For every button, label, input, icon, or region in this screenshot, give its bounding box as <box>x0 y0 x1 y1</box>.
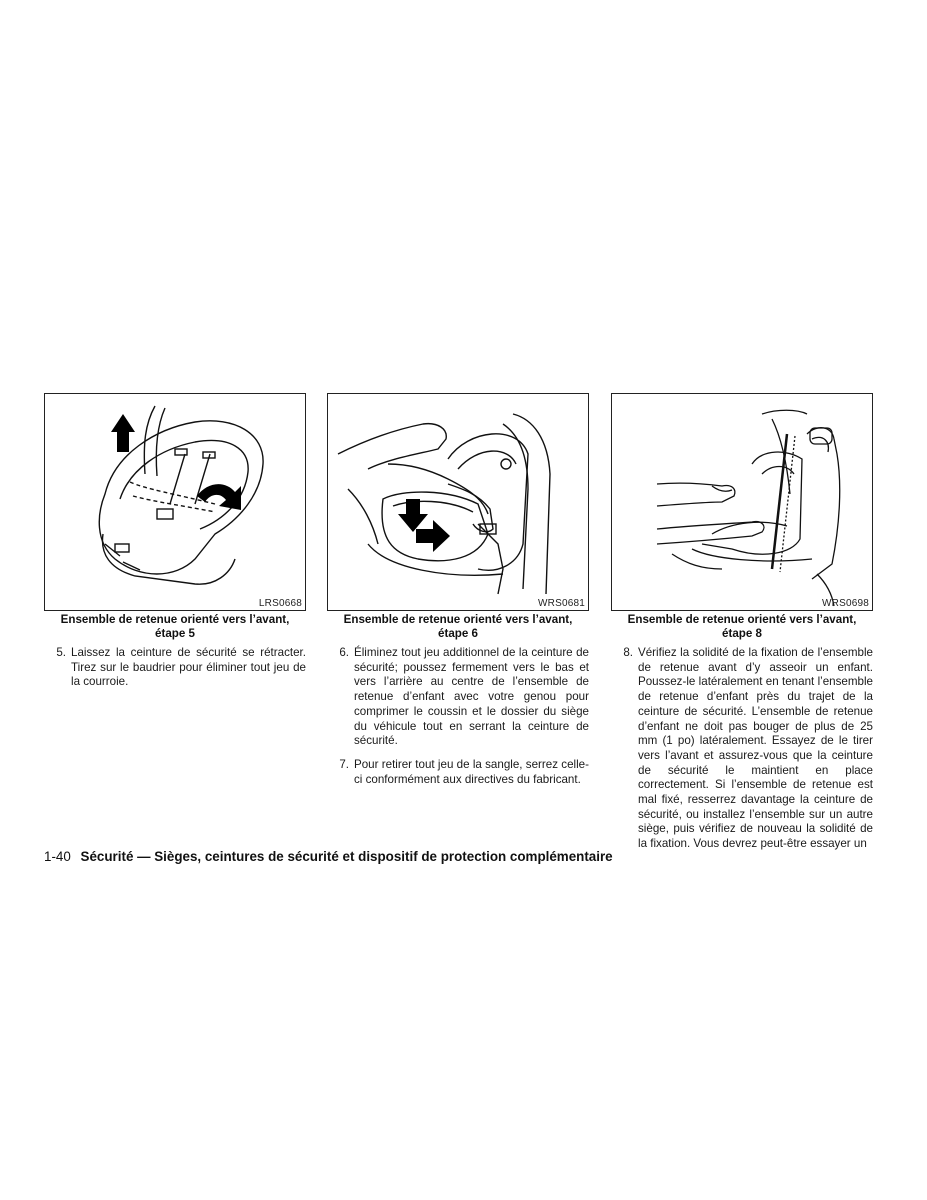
figure-caption <box>611 613 873 641</box>
figure-code: WRS0681 <box>538 598 585 609</box>
caption-line-1: Ensemble de retenue orienté vers l’avant, <box>627 613 857 626</box>
column-step-8 <box>611 393 873 852</box>
figure-child-seat-step-8 <box>611 393 873 611</box>
section-title: Sécurité — Sièges, ceintures de sécurité et dispositif de protection complémentaire <box>80 849 613 864</box>
caption-line-2: étape 6 <box>438 627 478 640</box>
caption-line-2: étape 5 <box>155 627 195 640</box>
page-footer <box>44 849 613 864</box>
step-item <box>611 646 873 852</box>
step-text: Vérifiez la solidité de la fixation de l’ensemble de retenue avant d’y asseoir un enfant. Poussez-le latéralement en tenant l’ensemble de retenue d’enfant près du trajet de la ceinture de sécurité. L’ensemble de retenue d’enfant ne doit pas bouger de plus de 25 mm (1 po) latéralement. Essayez de le tirer vers l’avant et assurez-vous que la ceinture de sécurité le maintient en place correctement. Si l’ensemble de retenue est mal fixé, resserrez davantage la ceinture de sécurité, ou installez l’ensemble sur un autre siège, puis vérifiez de nouveau la solidité de la fixation. Vous devrez peut-être essayer un <box>638 646 873 851</box>
child-seat-check-illustration <box>612 394 872 610</box>
child-seat-illustration <box>45 394 305 610</box>
caption-line-2: étape 8 <box>722 627 762 640</box>
column-step-6-7 <box>327 393 589 787</box>
step-item <box>44 646 306 690</box>
figure-code: LRS0668 <box>258 598 302 609</box>
caption-line-1: Ensemble de retenue orienté vers l’avant, <box>60 613 290 626</box>
step-text: Laissez la ceinture de sécurité se rétracter. Tirez sur le baudrier pour éliminer tout jeu de la courroie. <box>71 646 306 689</box>
figure-caption <box>327 613 589 641</box>
figure-child-seat-step-6 <box>327 393 589 611</box>
step-number: 6. <box>339 646 349 659</box>
step-number: 8. <box>623 646 633 659</box>
figure-caption <box>44 613 306 641</box>
step-item <box>327 646 589 749</box>
caption-line-1: Ensemble de retenue orienté vers l’avant, <box>343 613 573 626</box>
step-text: Pour retirer tout jeu de la sangle, serrez celle-ci conformément aux directives du fabricant. <box>354 757 589 786</box>
column-step-5 <box>44 393 306 690</box>
child-seat-knee-illustration <box>328 394 588 610</box>
figure-child-seat-step-5 <box>44 393 306 611</box>
step-number: 5. <box>56 646 66 659</box>
step-text: Éliminez tout jeu additionnel de la ceinture de sécurité; poussez fermement vers le bas et vers l’arrière au centre de l’ensemble de retenue d’enfant avec votre genou pour comprimer le coussin et le dossier du siège du véhicule tout en serrant la ceinture de sécurité. <box>354 646 589 748</box>
page-number: 1-40 <box>44 849 71 864</box>
step-number: 7. <box>339 757 349 771</box>
figure-code: WRS0698 <box>822 598 869 609</box>
step-item <box>327 758 589 787</box>
